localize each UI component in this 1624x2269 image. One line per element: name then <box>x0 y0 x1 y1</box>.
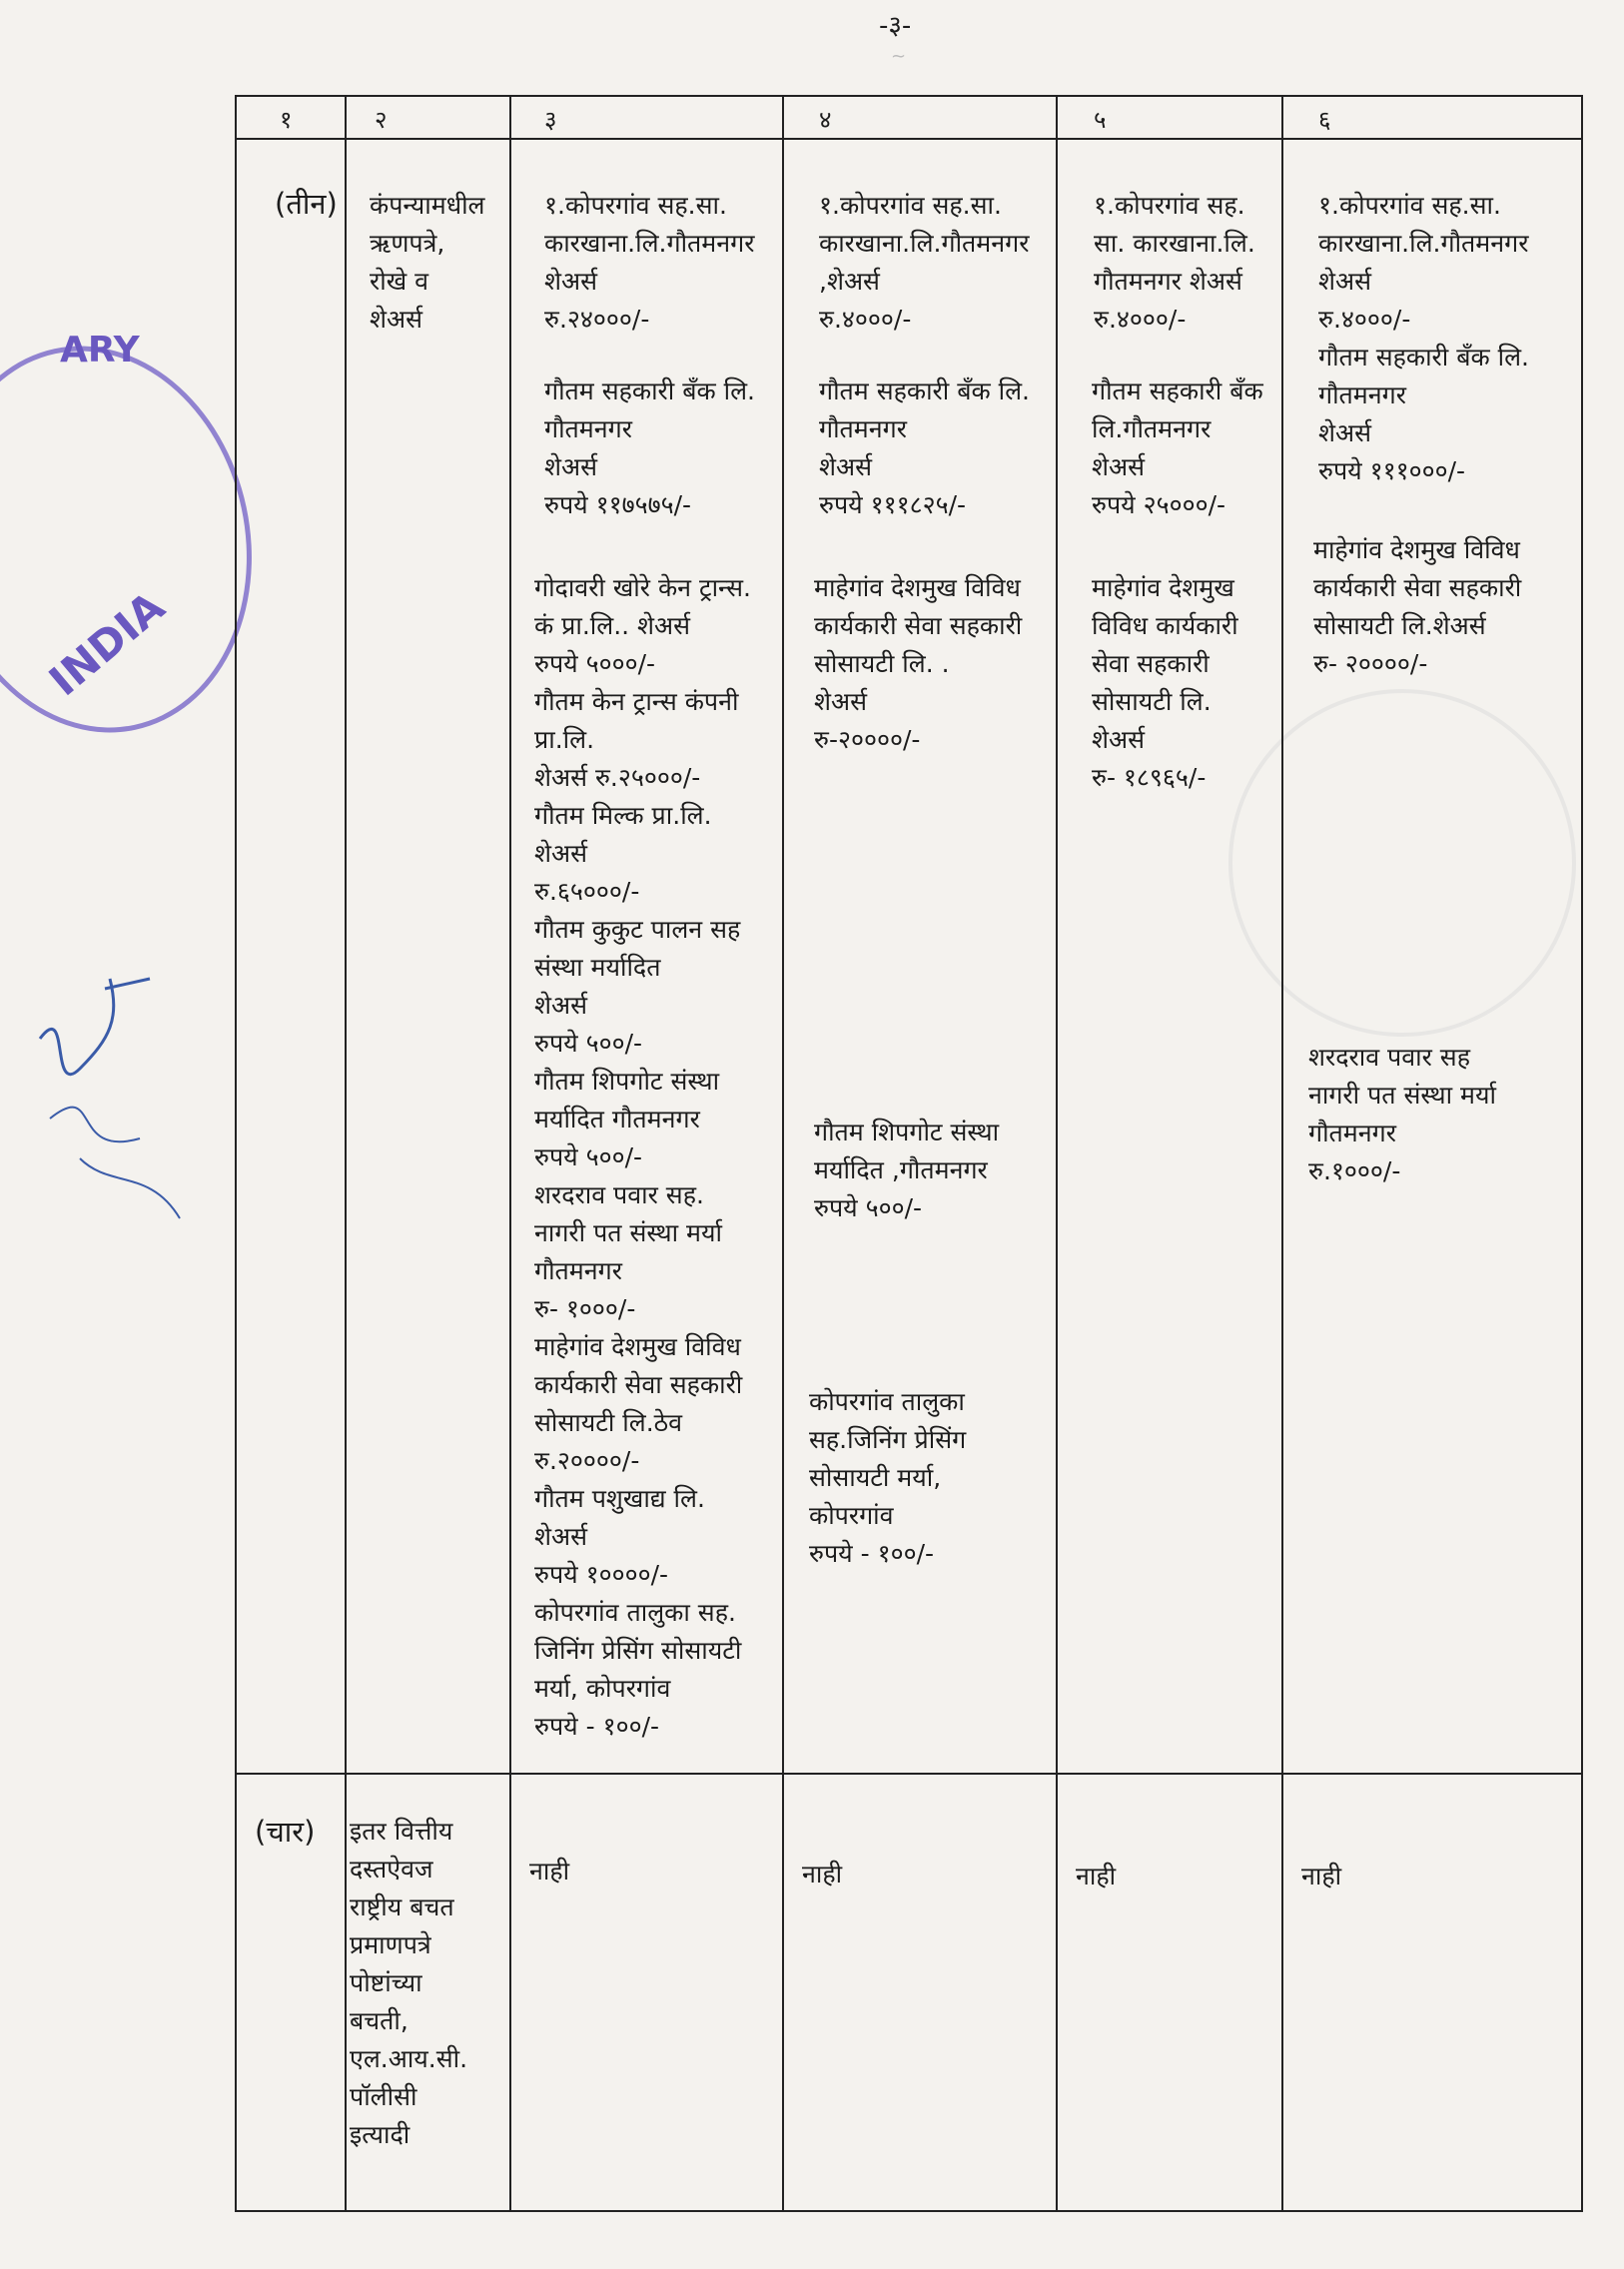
row-label-3: कंपन्यामधील ऋणपत्रे, रोखे व शेअर्स <box>370 191 485 334</box>
stamp-text-bottom: INDIA <box>39 581 174 706</box>
row-label-4: इतर वित्तीय दस्तऐवज राष्ट्रीय बचत प्रमाणपत्रे पोष्टांच्या बचती, एल.आय.सी. पॉलीसी इत्यादी <box>350 1817 468 2149</box>
cell-r3-c4-d: गौतम शिपगोट संस्था मर्यादित ,गौतमनगर रुपये ५००/- <box>814 1118 1000 1222</box>
col-line-4 <box>1056 95 1058 2212</box>
col-line-6 <box>1581 95 1583 2212</box>
stamp-text-top: ARY <box>60 330 140 371</box>
col-line-0 <box>235 95 237 2212</box>
header-col-1: १ <box>280 106 293 134</box>
cell-r4-c5: नाही <box>1076 1862 1117 1891</box>
assets-table <box>235 95 1583 2212</box>
col-line-1 <box>345 95 347 2212</box>
row-divider <box>235 1773 1583 1775</box>
col-line-2 <box>509 95 511 2212</box>
cell-r3-c5-a: १.कोपरगांव सह. सा. कारखाना.लि. गौतमनगर शेअर्स रु.४०००/- <box>1094 191 1255 334</box>
col-line-5 <box>1281 95 1283 2212</box>
signature <box>10 959 210 1258</box>
cell-r3-c3-c: गोदावरी खोरे केन ट्रान्स. कं प्रा.लि.. शेअर्स रुपये ५०००/- गौतम केन ट्रान्स कंपनी प्रा.लि. शेअर्स रु.२५०००/- गौतम मिल्क प्रा.लि. शेअर्स रु.६५०००/- गौतम कुकुट पालन सह संस्था मर्यादित शेअर्स रुपये ५००/- गौतम शिपगोट संस्था मर्यादित गौतमनगर रुपये ५००/- शरदराव पवार सह. नागरी पत संस्था मर्या गौतमनगर रु- १०००/- माहेगांव देशमुख विविध कार्यकारी सेवा सहकारी सोसायटी लि.ठेव रु.२००००/- गौतम पशुखाद्य लि. शेअर्स रुपये १००००/- कोपरगांव तालुका सह. जिनिंग प्रेसिंग सोसायटी मर्या, कोपरगांव रुपये - १००/- <box>534 573 751 1741</box>
cell-r3-c6-b: माहेगांव देशमुख विविध कार्यकारी सेवा सहकारी सोसायटी लि.शेअर्स रु- २००००/- <box>1313 535 1522 678</box>
cell-r3-c6-a: १.कोपरगांव सह.सा. कारखाना.लि.गौतमनगर शेअर्स रु.४०००/- गौतम सहकारी बँक लि. गौतमनगर शेअर्स रुपये १११०००/- <box>1318 191 1529 485</box>
table-border-bottom <box>235 2210 1583 2212</box>
cell-r3-c4-c: माहेगांव देशमुख विविध कार्यकारी सेवा सहकारी सोसायटी लि. . शेअर्स रु-२००००/- <box>814 573 1023 754</box>
row-number-3: (तीन) <box>275 187 338 221</box>
cell-r4-c3: नाही <box>529 1857 570 1886</box>
cell-r3-c5-b: गौतम सहकारी बँक लि.गौतमनगर शेअर्स रुपये २५०००/- <box>1092 377 1263 519</box>
cell-r4-c6: नाही <box>1301 1862 1342 1891</box>
cell-r3-c3-a: १.कोपरगांव सह.सा. कारखाना.लि.गौतमनगर शेअर्स रु.२४०००/- <box>544 191 755 334</box>
faint-mark: ~ <box>891 46 907 67</box>
header-col-5: ५ <box>1094 106 1107 134</box>
header-divider <box>235 138 1583 140</box>
cell-r3-c6-c: शरदराव पवार सह नागरी पत संस्था मर्या गौतमनगर रु.१०००/- <box>1308 1043 1496 1185</box>
cell-r4-c4: नाही <box>802 1860 843 1889</box>
header-col-3: ३ <box>544 106 557 134</box>
cell-r3-c4-a: १.कोपरगांव सह.सा. कारखाना.लि.गौतमनगर ,शेअर्स रु.४०००/- <box>819 191 1030 334</box>
header-col-6: ६ <box>1318 106 1331 134</box>
header-col-4: ४ <box>819 106 832 134</box>
cell-r3-c5-c: माहेगांव देशमुख विविध कार्यकारी सेवा सहकारी सोसायटी लि. शेअर्स रु- १८९६५/- <box>1092 573 1238 792</box>
cell-r3-c3-b: गौतम सहकारी बँक लि. गौतमनगर शेअर्स रुपये ११७५७५/- <box>544 377 755 519</box>
cell-r3-c4-b: गौतम सहकारी बँक लि. गौतमनगर शेअर्स रुपये १११८२५/- <box>819 377 1030 519</box>
page-number: -३- <box>879 11 912 41</box>
table-border-top <box>235 95 1583 97</box>
cell-r3-c4-e: कोपरगांव तालुका सह.जिनिंग प्रेसिंग सोसायटी मर्या, कोपरगांव रुपये - १००/- <box>809 1387 967 1568</box>
col-line-3 <box>782 95 784 2212</box>
row-number-4: (चार) <box>255 1815 316 1849</box>
header-col-2: २ <box>375 106 388 134</box>
